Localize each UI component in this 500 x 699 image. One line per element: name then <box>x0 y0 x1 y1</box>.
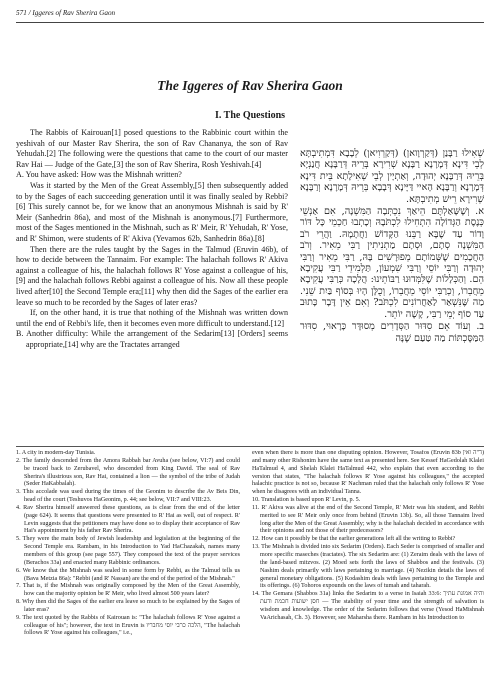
footnote: 4. Rav Sherira himself answered these questions, as is clear from the end of the letter (page 624). It seems that questions were presented to R' Hai as well, out of respect. R' Levin suggests that the petitioners may have done so to display their acceptance of Rav Hai's appointment by his father Rav Sherira. <box>16 504 240 535</box>
footnote-continued: even when there is more than one disputing opinion. However, Tosafos (Eruvin 83b ד"ה ואין) and many other Rishonim have the same text as presented here. See Kessef HaGedolah Klalei HaTalmud 4, and Shelah Klalei HaTalmud 442, who explain that even according to the version that states, "The halachah follows R' Yose against his colleagues," the accepted halachic practice is not so, because R' Nachman ruled that the halachah only follows R' Yose when he disagrees with an individual Tanna. <box>252 450 484 496</box>
hebrew-paragraph: ב. וְעוֹד אֵם סִדּוּר הַסְּדָרִים מְסוּדָּר כָּרָאוּי, סִדּוּר הַמַּסֶּכְתּוֹת מַה טַּעַם שֶׁנָּה <box>300 321 484 344</box>
english-question-a: A. You have asked: How was the Mishnah written? <box>16 170 182 180</box>
footnotes-right-column <box>252 450 484 690</box>
footnote: 1. A city in modern-day Tunisia. <box>16 450 96 456</box>
footnote: 9. The text quoted by the Rabbis of Kairouan is: "The halachah follows R' Yose against a colleague of his"; however, the text in Eruvin is הלכה כרבי יוסי מחבריו, "The halachah follows R' Yose against his colleagues," i.e., <box>16 614 240 637</box>
english-paragraph: The Rabbis of Kairouan[1] posed questions to the Rabbinic court within the yeshivah of our Master Rav Sherira, the son of Rav Chananya, the son of Rav Yehudah.[2] The following were the questions that came to the court of our master Rav Hai — Judge of the Gate,[3] the son of Rav Sherira, Rosh Yeshivah.[4] <box>16 128 288 169</box>
footnote: 13. The Mishnah is divided into six Sedarim (Orders). Each Seder is comprised of smaller and more specific maseches (tractates). The six Sedarim are: (1) Zeraim deals with the laws of the land-based mitzvos. (2) Moed sets forth the laws of Shabbos and the festivals. (3) Nashim deals primarily with laws pertaining to marriage. (4) Nezikin details the laws of general monetary obligations. (5) Kodashim deals with laws pertaining to the Temple and its offerings. (6) Tohoros expounds on the laws of tumah and taharah. <box>252 544 484 590</box>
english-paragraph: Was it started by the Men of the Great Assembly,[5] then subsequently added to by the Sages of each succeeding generation until it was finally sealed by Rebbi?[6] This surely cannot be, for we know that an anonymous Mishnah is said by R' Meir (Sanhedrin 86a), and most of the Mishnah is anonymous.[7] Furthermore, most of the Sages mentioned in the Mishnah, such as R' Meir, R' Yehudah, R' Yose, and R' Shimon, were students of R' Akiva (Yevamos 62b, Sanhedrin 86a).[8] <box>16 180 288 243</box>
footnote: 5. They were the main body of Jewish leadership and legislation at the beginning of the Second Temple era. Rambam, in his Introduction to Yad HaChazakah, names many members of this group (see page 557). They composed the text of the prayer services (Berachos 33a) and enacted many Rabbinic ordinances. <box>16 536 240 566</box>
footnote: 6. We know that the Mishnah was sealed in some form by Rebbi, as the Talmud tells us (Bava Metzia 86a): "Rebbi (and R' Nassan) are the end of the period of the Mishnah." <box>16 567 240 582</box>
footnote: 14. The Gemara (Shabbos 31a) links the Sedarim to a verse in Isaiah 33:6: והיה אמונת עתיך חסן ישועות חכמת ודעת — The stability of your time and the strength of salvation is wisdom and knowledge. The order of the Sedarim follows that verse (Yesod HaMishnah VaArichasah, Ch. 3). However, see Maharsha there. Rambam in his Introduction to <box>252 591 484 621</box>
hebrew-paragraph: שְׁאִילוּ רַבָּנַן (דְּקַרְוָואן) (דְּקַרְוִיאן) לְבָבָא דִּמְתִיבְתָּא לְבֵי דִּינָא דְּמָרָנָא רַבָּנָא שְׁרִירָא בְּרֵיהּ דְּרַבָּנָא חֲנַנְיָא בְּרֵיהּ דְּרַבָּנָא יְהוּדָה, וְאַתְיָין לְבֵי שְׁאִילָתָא בֵּית דִּינָא דְּמָרָנָא וְרַבָּנָא הָאיי דַּיָּינָא דְּבָבָא בְּרֵיהּ דְּמָרָנָא וְרַבָּנָא שְׁרִירָא רֵישׁ מְתִיבְתָּא. <box>300 148 484 205</box>
header-rule <box>16 22 484 23</box>
english-text-column <box>16 128 288 442</box>
english-question-b: B. Another difficulty: While the arrangement of the Sedarim[13] [Orders] seems appropriate,[14] why are the Tractates arranged <box>16 329 288 349</box>
footnote: 11. R' Akiva was alive at the end of the Second Temple, R' Meir was his student, and Rebbi merited to see R' Meir only once from behind (Eruvin 13b). So, all those Tannaim lived long after the Men of the Great Assembly; why is the halachah decided in accordance with their opinions and not those of their predecessors? <box>252 504 484 535</box>
footnote-rule <box>16 446 484 447</box>
footnote: 2. The family descended from the Amora Rabbah bar Avuha (see below, VI:7) and could be traced back to Zerubavel, who descended from King David. The seal of Rav Sherira's illustrious son, Rav Hai, contained a lion — the symbol of the tribe of Judah (Seder HaKabbalah). <box>16 457 240 488</box>
hebrew-text-column <box>300 148 484 430</box>
footnote: 10. Translation is based upon R' Levin, p. 5. <box>252 497 361 504</box>
hebrew-paragraph: א. וְשֶׁשָּׁאַלְתֶּם הֵיאַךְ נִכְתְּבָה הַמִּשְׁנָה, אִם אַנְשֵׁי כְּנֶסֶת הַגְּדוֹלָה הִתְחִילוּ לִכְתֹּבָהּ וְכָתְבוּ חַכְמֵי כָּל דּוֹר וָדוֹר עַד שֶׁבָּא רַבֵּנוּ הַקָּדוֹשׁ וַחֲתָמָהּ. וַהֲרֵי רֹב הַמִּשְׁנָה סְתָם, וּסְתָם מַתְנִיתִין רַבִּי מֵאִיר. וְרֹב הַחֲכָמִים שֶׁשְּׁמוֹתָם מְפוּרָשִׁים בָּהּ, רַבִּי מֵאִיר וְרַבִּי יְהוּדָה וְרַבִּי יוֹסֵי וְרַבִּי שִׁמְעוֹן, תַּלְמִידֵי רַבִּי עֲקִיבָא הֵם. וְהַכְּלָלוֹת שֶׁלִּמְּדוּנוּ רַבּוֹתֵינוּ: הֲלָכָה כְּרַבִּי עֲקִיבָא מֵחֲבֵרוֹ, וְכְרַבִּי יוֹסֵי מֵחֲבֵרוֹ, וְכֻלָּן הָיוּ בְּסוֹף בַּיִת שֵׁנִי. מַה שֶּׁנִּשְׁאַר לַאַחֲרוֹנִים לִכְתֹּב? וְאִם אֵין דָּבָר כָּתוּב עַד סוֹף יְמֵי רַבִּי, קָשֶׁה יוֹתֵר. <box>300 206 484 320</box>
section-title: I. The Questions <box>214 110 286 121</box>
footnotes-left-column <box>16 450 240 690</box>
english-paragraph: If, on the other hand, it is true that nothing of the Mishnah was written down until the end of Rebbi's life, then it becomes even more difficult to understand.[12] <box>16 308 288 328</box>
footnote: 3. This accolade was used during the times of the Geonim to describe the Av Beis Din, head of the court (Teshuvos HaGeonim, p. 44; see below, VII:7 and VIII:23. <box>16 489 240 504</box>
footnote: 7. That is, if the Mishnah was originally composed by the Men of the Great Assembly, how can the majority opinion be R' Meir, who lived almost 500 years later? <box>16 583 240 598</box>
running-head: 571 / Iggeres of Rav Sherira Gaon <box>16 9 116 17</box>
footnote: 8. Why then did the Sages of the earlier era leave so much to be explained by the Sages of later eras? <box>16 599 240 613</box>
footnote: 12. How can it possibly be that the earlier generations left all the writing to Rebbi? <box>252 536 456 543</box>
page-title: The Iggeres of Rav Sherira Gaon <box>157 78 343 93</box>
english-paragraph: Then there are the rules taught by the Sages in the Talmud (Eruvin 46b), of how to decide between the Tannaim. For example: The halachah follows R' Akiva against a colleague of his, the halachah follows R' Yose against a colleague of his,[9] and the halachah follows Rebbi against a colleague of his. Now all these people lived after[10] the Second Temple era;[11] why then did the Sages of the earlier era leave so much to be recorded by the Sages of later eras? <box>16 244 288 307</box>
